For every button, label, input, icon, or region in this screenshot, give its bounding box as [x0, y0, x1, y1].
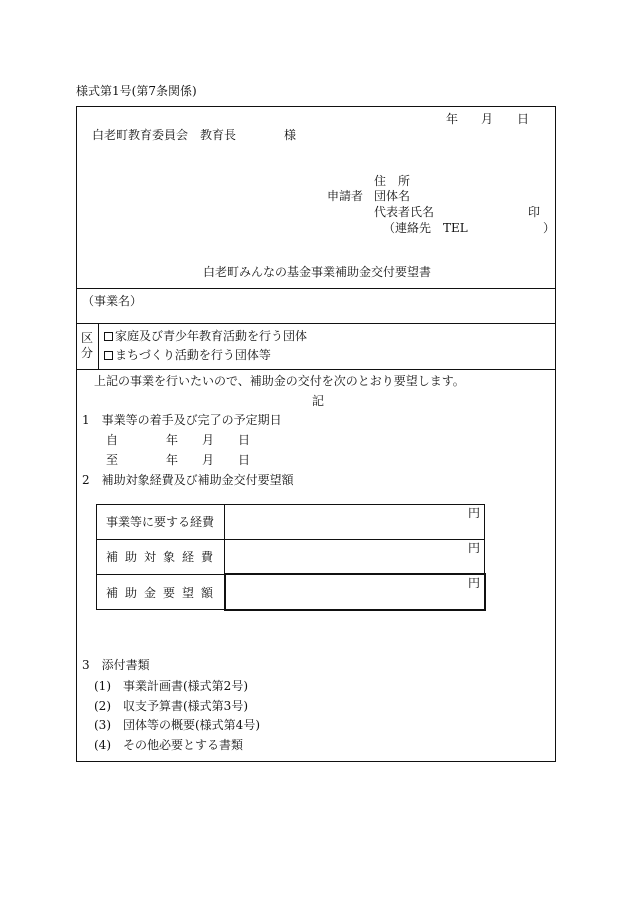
cost-row-3-value-cell[interactable] [224, 573, 486, 611]
attachment-item-4: (4) その他必要とする書類 [94, 738, 243, 752]
cost-row-1-unit: 円 [468, 506, 481, 520]
cost-row-2-value-cell[interactable] [224, 539, 485, 575]
to-day: 日 [238, 453, 251, 467]
from-label: 自 [106, 433, 119, 447]
category-option-1[interactable] [104, 330, 307, 342]
contact-label: （連絡先 TEL [383, 221, 468, 235]
contact-close: ） [543, 221, 556, 235]
to-year: 年 [166, 453, 179, 467]
from-month: 月 [202, 433, 215, 447]
to-label: 至 [106, 453, 119, 467]
category-label-bottom: 分 [81, 346, 94, 360]
divider-project-name [76, 323, 556, 324]
category-label-top: 区 [81, 331, 94, 345]
attachment-item-3: (3) 団体等の概要(様式第4号) [94, 718, 260, 732]
date-year: 年 [446, 112, 459, 126]
from-day: 日 [238, 433, 251, 447]
request-statement: 上記の事業を行いたいので、補助金の交付を次のとおり要望します。 [94, 374, 465, 388]
attachment-item-2: (2) 収支予算書(様式第3号) [94, 699, 248, 713]
cost-row-2-unit: 円 [468, 541, 481, 555]
addressee: 白老町教育委員会 教育長 [92, 128, 237, 142]
attachment-item-1: (1) 事業計画書(様式第2号) [94, 679, 248, 693]
checkbox-icon[interactable] [104, 332, 113, 341]
representative-label: 代表者氏名 [374, 205, 435, 219]
section-1-heading: 1 事業等の着手及び完了の予定期日 [82, 413, 282, 427]
cost-row-3-unit: 円 [468, 576, 481, 590]
date-day: 日 [517, 112, 530, 126]
org-label: 団体名 [374, 189, 411, 203]
project-name-label: （事業名） [82, 294, 143, 308]
category-option-2-label: まちづくり活動を行う団体等 [115, 348, 271, 362]
seal-mark: 印 [528, 205, 541, 219]
section-3-heading: 3 添付書類 [82, 658, 150, 672]
cost-row-3-label: 補助金要望額 [106, 586, 221, 600]
category-option-2[interactable] [104, 349, 271, 361]
checkbox-icon[interactable] [104, 351, 113, 360]
divider-category [76, 369, 556, 370]
document-title: 白老町みんなの基金事業補助金交付要望書 [203, 265, 432, 279]
form-number: 様式第1号(第7条関係) [76, 84, 197, 98]
honorific: 様 [284, 128, 297, 142]
cost-row-1-label: 事業等に要する経費 [106, 515, 215, 529]
date-month: 月 [481, 112, 494, 126]
cost-row-2-label: 補助対象経費 [106, 550, 221, 564]
cost-row-1-value-cell[interactable] [224, 504, 485, 540]
ki-mark: 記 [312, 394, 325, 408]
to-month: 月 [202, 453, 215, 467]
divider-category-vertical [98, 323, 99, 369]
divider-header [76, 288, 556, 289]
address-label: 住 所 [374, 174, 411, 188]
section-2-heading: 2 補助対象経費及び補助金交付要望額 [82, 473, 294, 487]
from-year: 年 [166, 433, 179, 447]
applicant-label: 申請者 [327, 189, 364, 203]
category-option-1-label: 家庭及び青少年教育活動を行う団体 [115, 329, 308, 343]
